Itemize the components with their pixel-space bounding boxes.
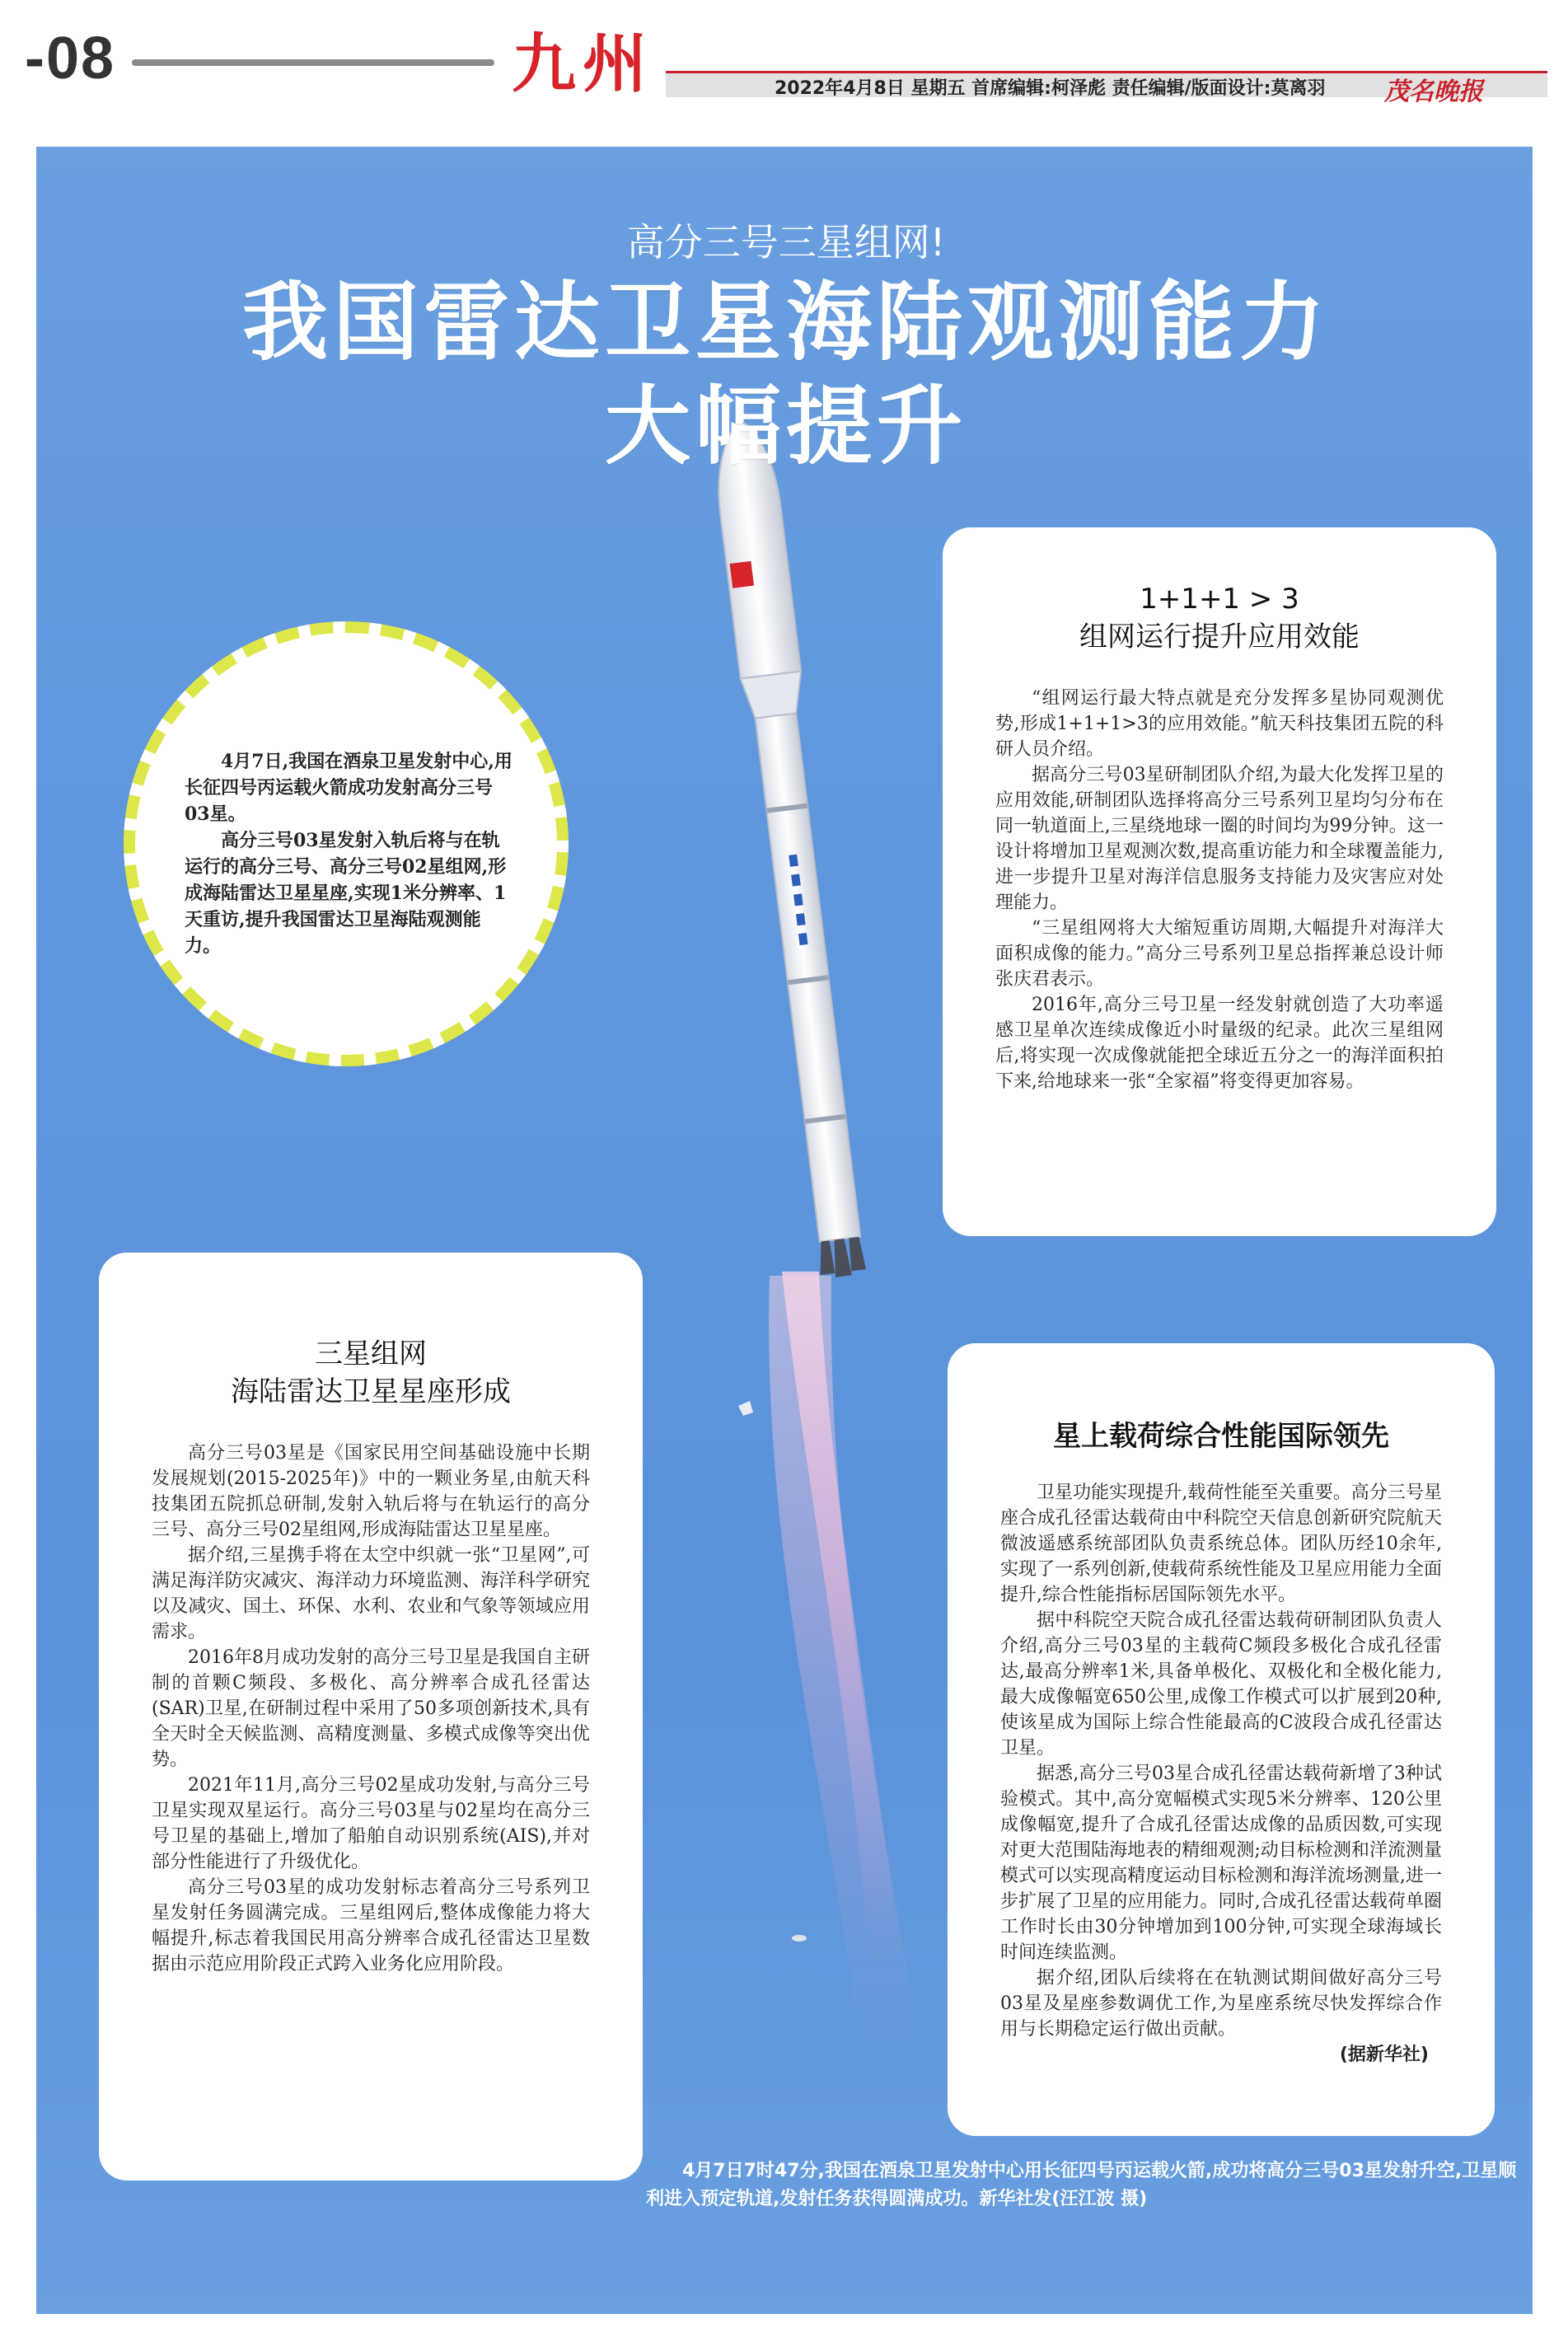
photo-caption: 4月7日7时47分,我国在酒泉卫星发射中心用长征四号丙运载火箭,成功将高分三号03星发射升空,卫星顺利进入预定轨道,发射任务获得圆满成功。新华社发(汪江波 摄) (646, 2161, 1517, 2209)
section-char-2: 州 (582, 26, 647, 101)
box3-title: 星上载荷综合性能国际领先 (1053, 1420, 1389, 1453)
page-number: -08 (25, 26, 116, 91)
debris (738, 1401, 753, 1416)
paragraph: 2016年,高分三号卫星一经发射就创造了大功率遥感卫星单次连续成像近小时量级的纪录。此次三星组网后,将实现一次成像就能把全球近五分之一的海洋面积拍下来,给地球来一张“全家福”将变得更加容易。 (995, 995, 1444, 1092)
paragraph: 据悉,高分三号03星合成孔径雷达载荷新增了3种试验模式。其中,高分宽幅模式实现5米分辨率、120公里成像幅宽,提升了合成孔径雷达成像的品质因数,可实现对更大范围陆海地表的精细观测;动目标检测和洋流测量模式可以实现高精度运动目标检测和海洋流场测量,进一步扩展了卫星的应用能力。同时,合成孔径雷达载荷单圈工作时长由30分钟增加到100分钟,可实现全球海域长时间连续监测。 (1000, 1764, 1442, 1963)
paragraph: 高分三号03星的成功发射标志着高分三号系列卫星发射任务圆满完成。三星组网后,整体成像能力将大幅提升,标志着我国民用高分辨率合成孔径雷达卫星数据由示范应用阶段正式跨入业务化应用阶段。 (152, 1877, 590, 1974)
box2-title-line-2: 海陆雷达卫星星座形成 (231, 1375, 511, 1408)
box1-body (995, 686, 1444, 1094)
box2-title (99, 1335, 643, 1411)
box2-title-line-1: 三星组网 (315, 1337, 427, 1370)
paragraph: 据介绍,三星携手将在太空中织就一张“卫星网”,可满足海洋防灾减灾、海洋动力环境监测、海洋科学研究以及减灾、国土、环保、水利、农业和气象等领域应用需求。 (152, 1545, 590, 1642)
section-logo (511, 25, 651, 107)
box1-title (943, 580, 1496, 656)
paragraph: 据高分三号03星研制团队介绍,为最大化发挥卫星的应用效能,研制团队选择将高分三号系列卫星均匀分布在同一轨道面上,三星绕地球一圈的时间均为99分钟。这一设计将增加卫星观测次数,提高重访能力和全球覆盖能力,进一步提升卫星对海洋信息服务支持能力及灾害应对处理能力。 (995, 765, 1444, 913)
paragraph: “三星组网将大大缩短重访周期,大幅提升对海洋大面积成像的能力。”高分三号系列卫星总指挥兼总设计师张庆君表示。 (995, 918, 1444, 990)
box1-title-line-2: 组网运行提升应用效能 (1079, 621, 1360, 653)
intro-paragraph: 4月7日,我国在酒泉卫星发射中心,用长征四号丙运载火箭成功发射高分三号03星。 (185, 751, 513, 825)
paper-logo: 茂名晚报 (1384, 77, 1483, 106)
box-payload-performance (948, 1343, 1495, 2136)
paragraph: 高分三号03星是《国家民用空间基础设施中长期发展规划(2015-2025年)》中的一颗业务星,由航天科技集团五院抓总研制,发射入轨后将与在轨运行的高分三号、高分三号02星组网,形成海陆雷达卫星星座。 (152, 1443, 590, 1540)
box1-title-line-1: 1+1+1 > 3 (1140, 583, 1299, 616)
section-char-1: 九 (511, 26, 576, 101)
box2-body (152, 1440, 590, 1977)
paragraph: 据介绍,团队后续将在在轨测试期间做好高分三号03星及星座参数调优工作,为星座系统尽快发挥综合作用与长期稳定运行做出贡献。 (1000, 1968, 1442, 2040)
intro-paragraph: 高分三号03星发射入轨后将与在轨运行的高分三号、高分三号02星组网,形成海陆雷达卫星星座,实现1米分辨率、1天重访,提升我国雷达卫星海陆观测能力。 (185, 830, 507, 957)
kicker: 高分三号三星组网! (626, 220, 946, 265)
dateline: 2022年4月8日 星期五 首席编辑:柯泽彪 责任编辑/版面设计:莫离羽 (775, 78, 1326, 99)
headline-line-1: 我国雷达卫星海陆观测能力 (241, 272, 1330, 372)
feature-panel (36, 147, 1533, 2314)
headline-line-2: 大幅提升 (604, 376, 967, 476)
paragraph: “组网运行最大特点就是充分发挥多星协同观测优势,形成1+1+1>3的应用效能。”航天科技集团五院的科研人员介绍。 (995, 688, 1444, 760)
source-credit: (据新华社) (1339, 2045, 1429, 2065)
headline (36, 270, 1533, 478)
rocket (709, 418, 875, 1280)
box-network-efficiency (943, 527, 1496, 1236)
masthead-rule-left (132, 59, 494, 66)
paragraph: 2016年8月成功发射的高分三号卫星是我国自主研制的首颗C频段、多极化、高分辨率合成孔径雷达(SAR)卫星,在研制过程中采用了50多项创新技术,具有全天时全天候监测、高精度测量、多模式成像等突出优势。 (152, 1647, 590, 1770)
paragraph: 据中科院空天院合成孔径雷达载荷研制团队负责人介绍,高分三号03星的主载荷C频段多极化合成孔径雷达,最高分辨率1米,具备单极化、双极化和全极化能力,最大成像幅宽650公里,成像工作模式可以扩展到20种,使该星成为国际上综合性能最高的C波段合成孔径雷达卫星。 (1000, 1610, 1442, 1759)
paragraph: 卫星功能实现提升,载荷性能至关重要。高分三号星座合成孔径雷达载荷由中科院空天信息创新研究院航天微波遥感系统部团队负责系统总体。团队历经10余年,实现了一系列创新,使载荷系统性能及卫星应用能力全面提升,综合性能指标居国际领先水平。 (1000, 1483, 1442, 1605)
intro-circle (124, 621, 569, 1066)
masthead (0, 0, 1568, 124)
box-constellation (99, 1253, 643, 2180)
flag-mark (730, 561, 754, 588)
intro-text (185, 748, 514, 959)
paragraph: 2021年11月,高分三号02星成功发射,与高分三号卫星实现双星运行。高分三号03星与02星均在高分三号卫星的基础上,增加了船舶自动识别系统(AIS),并对部分性能进行了升级优化。 (152, 1775, 590, 1872)
box3-body (1000, 1480, 1442, 2068)
